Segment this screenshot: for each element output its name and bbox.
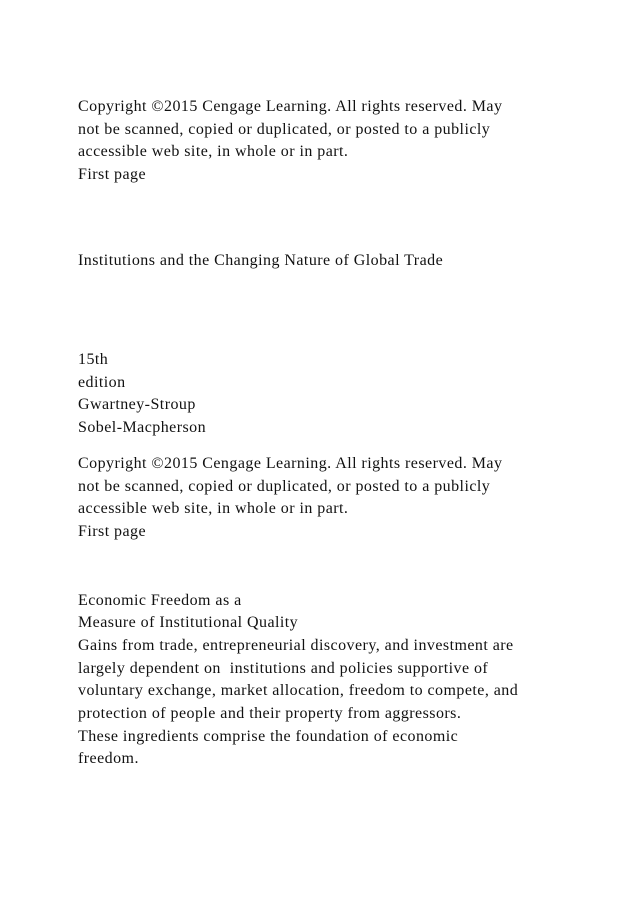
- edition-label: edition: [78, 374, 126, 391]
- copyright-notice-line-2: not be scanned, copied or duplicated, or posted to a publicly: [78, 121, 491, 138]
- first-page-label-2: First page: [78, 523, 147, 540]
- copyright-notice-line-3: accessible web site, in whole or in part.: [78, 143, 349, 160]
- copyright-notice-2-line-2: not be scanned, copied or duplicated, or posted to a publicly: [78, 478, 491, 495]
- body-paragraph-line-4: protection of people and their property from aggressors.: [78, 705, 462, 722]
- copyright-notice-2-line-1: Copyright ©2015 Cengage Learning. All rights reserved. May: [78, 455, 503, 472]
- document-title: Institutions and the Changing Nature of Global Trade: [78, 252, 444, 269]
- body-paragraph-line-6: freedom.: [78, 750, 139, 767]
- author-line-2: Sobel-Macpherson: [78, 419, 207, 436]
- first-page-label: First page: [78, 166, 147, 183]
- copyright-notice-2-line-3: accessible web site, in whole or in part.: [78, 500, 349, 517]
- section-heading-line-1: Economic Freedom as a: [78, 592, 242, 609]
- body-paragraph-line-5: These ingredients comprise the foundation of economic: [78, 728, 459, 745]
- body-paragraph-line-2: largely dependent on institutions and policies supportive of: [78, 660, 489, 677]
- author-line-1: Gwartney-Stroup: [78, 396, 196, 413]
- body-paragraph-line-1: Gains from trade, entrepreneurial discovery, and investment are: [78, 637, 514, 654]
- section-heading-line-2: Measure of Institutional Quality: [78, 614, 299, 631]
- copyright-notice-line-1: Copyright ©2015 Cengage Learning. All rights reserved. May: [78, 98, 503, 115]
- body-paragraph-line-3: voluntary exchange, market allocation, freedom to compete, and: [78, 682, 519, 699]
- edition-number: 15th: [78, 351, 109, 368]
